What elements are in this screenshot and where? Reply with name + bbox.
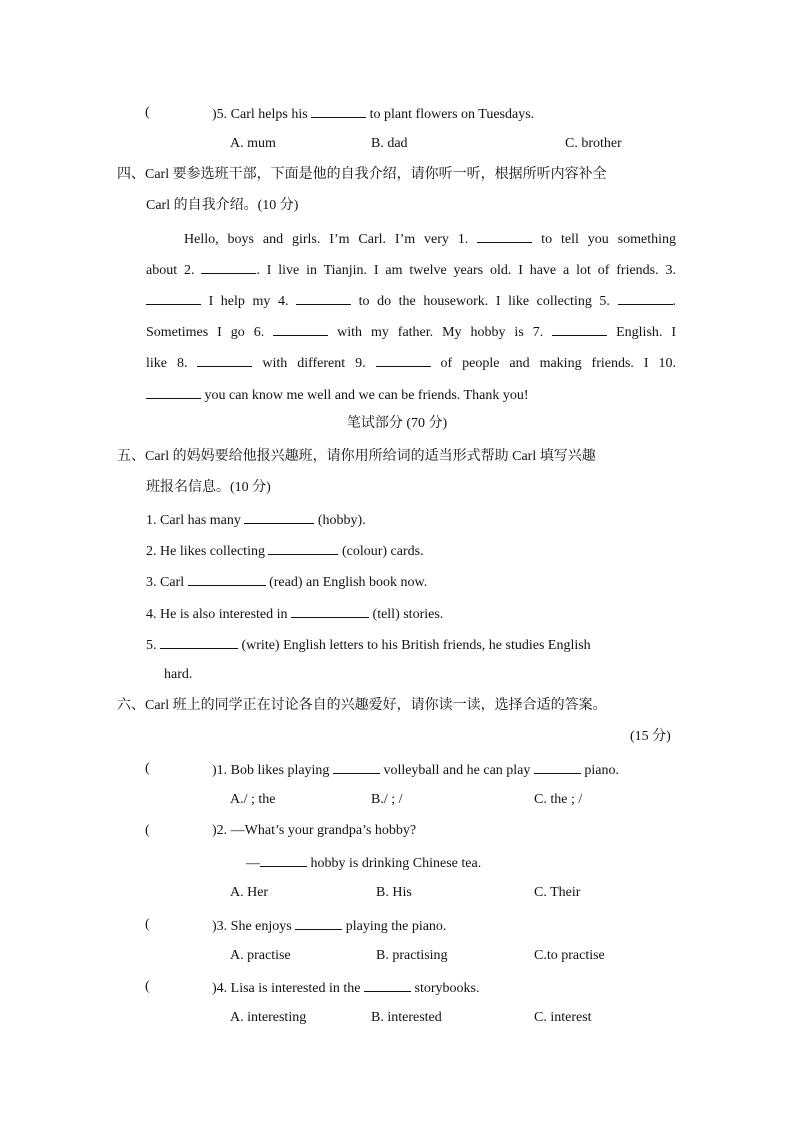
intro-line-5: like 8. with different 9. of people and making friends. I 10. [146, 353, 676, 373]
s5-question-2: 2. He likes collecting (colour) cards. [146, 541, 424, 561]
s6-q3-paren: ( [145, 917, 150, 932]
s5-question-5: 5. (write) English letters to his British friends, he studies English [146, 635, 591, 655]
answer-blank[interactable] [160, 635, 238, 649]
answer-blank[interactable] [534, 760, 581, 774]
answer-blank[interactable] [188, 572, 266, 586]
s6-q4-option-c: C. interest [534, 1010, 592, 1025]
section4-heading-cont: Carl 的自我介绍。(10 分) [146, 198, 299, 213]
s6-q1-option-a: A./ ; the [230, 792, 276, 807]
section6-heading: 六、Carl 班上的同学正在讨论各自的兴趣爱好，请你读一读，选择合适的答案。 [117, 698, 607, 713]
answer-blank[interactable] [244, 510, 314, 524]
answer-blank[interactable] [146, 385, 201, 399]
answer-blank[interactable] [618, 291, 673, 305]
answer-blank[interactable] [311, 104, 366, 118]
s6-q1-paren: ( [145, 761, 150, 776]
section4-heading: 四、Carl 要参选班干部，下面是他的自我介绍，请你听一听，根据所听内容补全 [117, 167, 607, 182]
s6-q4-option-a: A. interesting [230, 1010, 307, 1025]
q5-option-b: B. dad [371, 136, 408, 151]
s6-q1-stem: )1. Bob likes playing volleyball and he can play piano. [212, 760, 619, 780]
s6-q2-stem: )2. —What’s your grandpa’s hobby? [212, 823, 417, 838]
s5-question-3: 3. Carl (read) an English book now. [146, 572, 427, 592]
answer-blank[interactable] [376, 353, 431, 367]
answer-blank[interactable] [296, 291, 351, 305]
s6-q4-stem: )4. Lisa is interested in the storybooks. [212, 978, 479, 998]
s6-q2-answer-line: — hobby is drinking Chinese tea. [246, 853, 481, 873]
s6-q4-paren: ( [145, 979, 150, 994]
s6-q3-stem: )3. She enjoys playing the piano. [212, 916, 446, 936]
answer-blank[interactable] [260, 853, 307, 867]
intro-line-4: Sometimes I go 6. with my father. My hobby is 7. English. I [146, 322, 676, 342]
intro-line-1: Hello, boys and girls. I’m Carl. I’m very 1. to tell you something [184, 229, 676, 249]
q5-option-a: A. mum [230, 136, 276, 151]
answer-blank[interactable] [197, 353, 252, 367]
s6-q3-option-b: B. practising [376, 948, 448, 963]
q5-stem: )5. Carl helps his to plant flowers on Tuesdays. [212, 104, 534, 124]
s5-question-4: 4. He is also interested in (tell) stories. [146, 604, 443, 624]
s6-q2-option-a: A. Her [230, 885, 269, 900]
q5-paren-open: ( [145, 105, 150, 120]
q5-option-c: C. brother [565, 136, 622, 151]
answer-blank[interactable] [201, 260, 256, 274]
section5-heading-cont: 班报名信息。(10 分) [146, 480, 271, 495]
answer-blank[interactable] [552, 322, 607, 336]
written-part-title: 笔试部分 (70 分) [346, 416, 448, 431]
answer-blank[interactable] [295, 916, 342, 930]
section6-score: (15 分) [630, 729, 671, 744]
section5-heading: 五、Carl 的妈妈要给他报兴趣班，请你用所给词的适当形式帮助 Carl 填写兴趣 [117, 449, 596, 464]
answer-blank[interactable] [364, 978, 411, 992]
s6-q1-option-b: B./ ; / [371, 792, 403, 807]
s6-q2-paren: ( [145, 823, 150, 838]
s6-q2-option-b: B. His [376, 885, 412, 900]
answer-blank[interactable] [273, 322, 328, 336]
intro-line-6: you can know me well and we can be friends. Thank you! [146, 385, 528, 405]
intro-line-2: about 2. . I live in Tianjin. I am twelve years old. I have a lot of friends. 3. [146, 260, 676, 280]
answer-blank[interactable] [291, 604, 369, 618]
s6-q3-option-a: A. practise [230, 948, 291, 963]
answer-blank[interactable] [333, 760, 380, 774]
s6-q3-option-c: C.to practise [534, 948, 605, 963]
answer-blank[interactable] [268, 541, 338, 555]
answer-blank[interactable] [146, 291, 201, 305]
s5-question-1: 1. Carl has many (hobby). [146, 510, 366, 530]
s5-question-5-cont: hard. [164, 667, 193, 682]
intro-line-3: I help my 4. to do the housework. I like collecting 5. . [146, 291, 676, 311]
s6-q4-option-b: B. interested [371, 1010, 442, 1025]
answer-blank[interactable] [477, 229, 532, 243]
s6-q2-option-c: C. Their [534, 885, 581, 900]
s6-q1-option-c: C. the ; / [534, 792, 583, 807]
